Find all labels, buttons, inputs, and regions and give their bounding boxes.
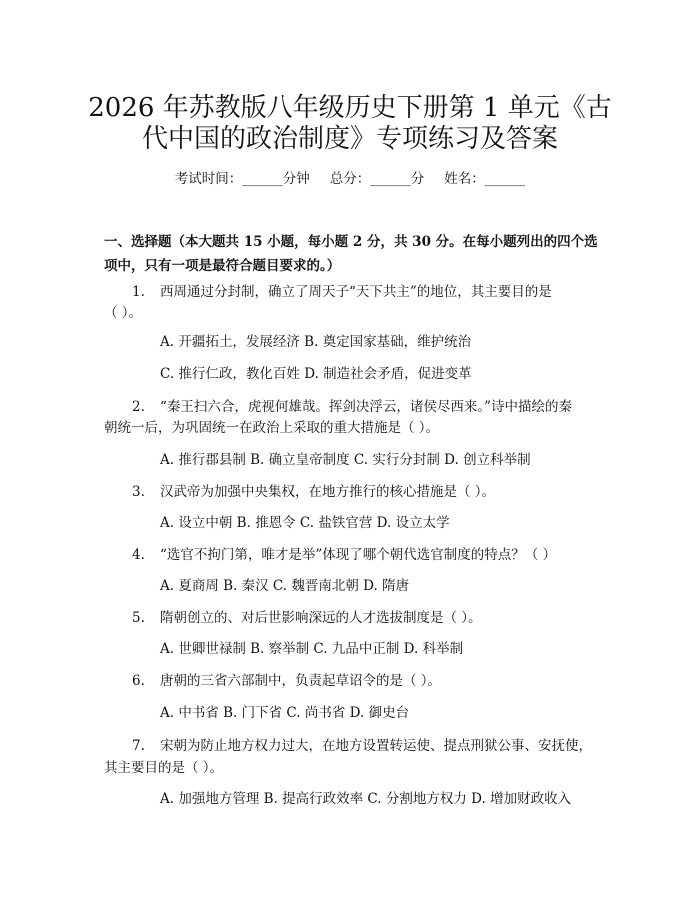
total-score-label: 总分：______分 — [329, 171, 425, 187]
question-1-stem-line-2: （ ）。 — [104, 305, 143, 321]
question-5-stem: 5. 隋朝创立的、对后世影响深远的人才选拔制度是（ ）。 — [132, 610, 482, 626]
document-title-line-2: 代中国的政治制度》专项练习及答案 — [141, 124, 558, 154]
question-2-stem-line-2: 朝统一后，为巩固统一在政治上采取的重大措施是（ ）。 — [104, 420, 440, 436]
section-heading-line-2: 项中，只有一项是最符合题目要求的。） — [104, 258, 341, 274]
question-2-options: A. 推行郡县制 B. 确立皇帝制度 C. 实行分封制 D. 创立科举制 — [160, 452, 531, 468]
question-3-options: A. 设立中朝 B. 推恩令 C. 盐铁官营 D. 设立太学 — [160, 515, 450, 531]
question-1-options-line-1: A. 开疆拓土，发展经济 B. 奠定国家基础，维护统治 — [160, 334, 472, 350]
question-7-stem-line-1: 7. 宋朝为防止地方权力过大，在地方设置转运使、提点刑狱公事、安抚使， — [132, 738, 592, 754]
question-7-options: A. 加强地方管理 B. 提高行政效率 C. 分割地方权力 D. 增加财政收入 — [160, 791, 572, 807]
question-4-stem: 4. “选官不拘门第，唯才是举”体现了哪个朝代选官制度的特点？（ ） — [132, 547, 557, 563]
question-1-number: 1. — [132, 284, 145, 300]
document-title-line-1: 2026 年苏教版八年级历史下册第 1 单元《古 — [88, 93, 612, 123]
question-3-stem: 3. 汉武帝为加强中央集权，在地方推行的核心措施是（ ）。 — [132, 484, 496, 500]
question-7-number: 7. — [132, 738, 145, 754]
exam-time-label: 考试时间：______分钟 — [174, 171, 310, 187]
question-4-number: 4. — [132, 547, 145, 563]
question-4-options: A. 夏商周 B. 秦汉 C. 魏晋南北朝 D. 隋唐 — [160, 578, 410, 594]
question-6-options: A. 中书省 B. 门下省 C. 尚书省 D. 御史台 — [160, 705, 410, 721]
exam-info-row — [0, 170, 700, 188]
question-6-stem: 6. 唐朝的三省六部制中，负责起草诏令的是（ ）。 — [132, 673, 442, 689]
student-name-label: 姓名：______ — [444, 171, 526, 187]
question-3-number: 3. — [132, 484, 145, 500]
question-6-number: 6. — [132, 673, 145, 689]
question-5-options: A. 世卿世禄制 B. 察举制 C. 九品中正制 D. 科举制 — [160, 641, 464, 657]
question-1-options-line-2: C. 推行仁政，教化百姓 D. 制造社会矛盾，促进变革 — [160, 366, 472, 382]
question-2-stem-line-1: 2. “秦王扫六合，虎视何雄哉。挥剑决浮云，诸侯尽西来。”诗中描绘的秦 — [132, 399, 573, 415]
question-5-number: 5. — [132, 610, 145, 626]
question-7-stem-line-2: 其主要目的是（ ）。 — [104, 760, 224, 776]
question-2-number: 2. — [132, 399, 145, 415]
question-1-stem-line-1: 1. 西周通过分封制，确立了周天子“天下共主”的地位，其主要目的是 — [132, 284, 552, 300]
section-heading-line-1: 一、选择题（本大题共 15 小题，每小题 2 分，共 30 分。在每小题列出的四个选 — [104, 234, 598, 250]
